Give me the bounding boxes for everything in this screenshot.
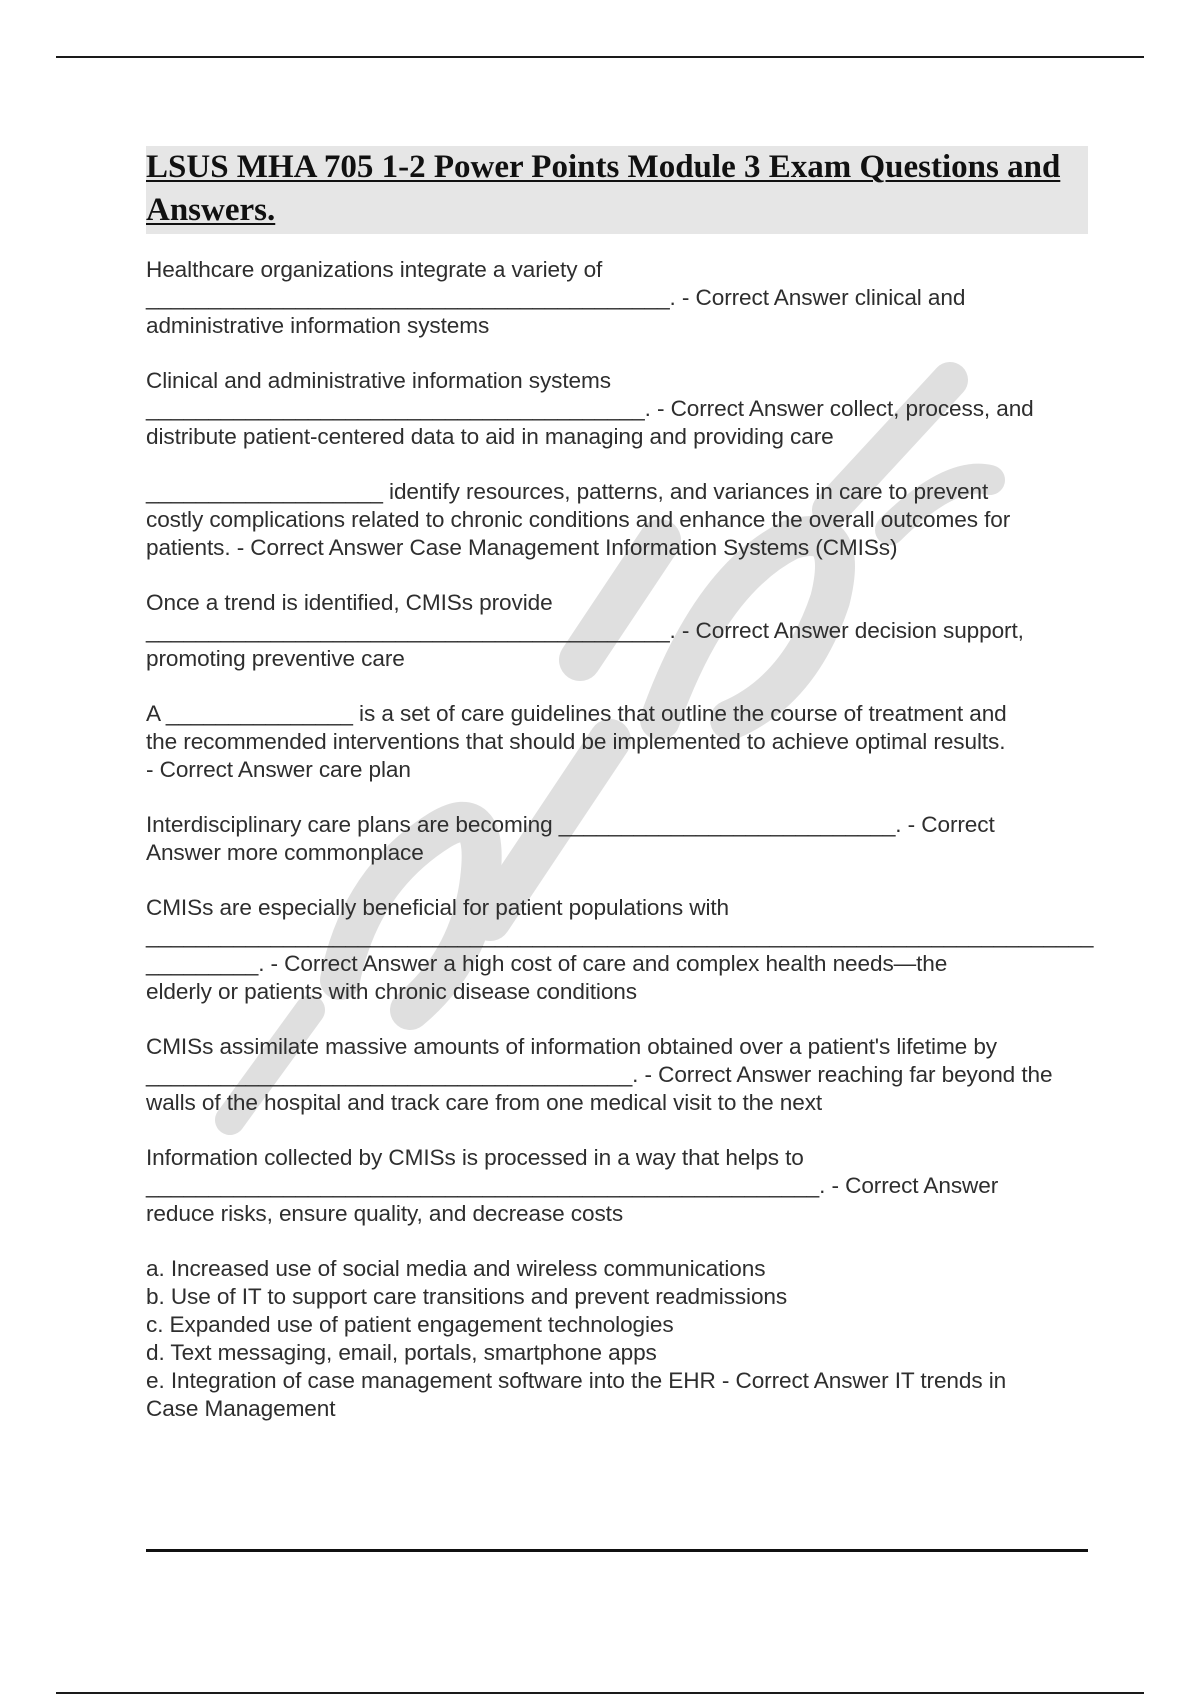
- document-body: [146, 146, 1094, 1450]
- content-end-rule: [146, 1549, 1088, 1552]
- question-answer-text: a. Increased use of social media and wireless communications b. Use of IT to support care transitions and prevent readmissions c. Expanded use of patient engagement technologies d. Text messaging, email, portals, smartphone apps e. Integration of case management software into the EHR - Correct Answer IT trends in Case Management: [146, 1256, 1007, 1421]
- question-answer-text: A _______________ is a set of care guidelines that outline the course of treatment and the recommended interventions that should be implemented to achieve optimal results. - Correct Answer care plan: [146, 701, 1007, 782]
- title-band: [146, 146, 1088, 234]
- question-list: [146, 256, 1094, 1423]
- question-item: [146, 1255, 1088, 1423]
- question-item: [146, 811, 1088, 867]
- question-item: [146, 894, 1094, 1006]
- question-item: [146, 589, 1088, 673]
- question-item: [146, 256, 1088, 340]
- question-answer-text: CMISs are especially beneficial for patient populations with ____________________________________________________________________________ _________. - Correct Answer a high cost of care and complex health needs—the elderly or patients with chronic disease conditions: [146, 895, 1094, 1004]
- question-item: [146, 367, 1088, 451]
- question-item: [146, 700, 1088, 784]
- question-answer-text: CMISs assimilate massive amounts of information obtained over a patient's lifetime by _______________________________________. - Correct Answer reaching far beyond the walls of the hospital and track care from one medical visit to the next: [146, 1034, 1053, 1115]
- page-top-rule: [56, 56, 1144, 58]
- question-item: [146, 478, 1088, 562]
- question-answer-text: Once a trend is identified, CMISs provide __________________________________________. - Correct Answer decision support, promoting preventive care: [146, 590, 1024, 671]
- page-bottom-rule: [56, 1692, 1144, 1694]
- question-answer-text: Healthcare organizations integrate a variety of __________________________________________. - Correct Answer clinical and administrative information systems: [146, 257, 966, 338]
- question-answer-text: Interdisciplinary care plans are becoming ___________________________. - Correct Answer more commonplace: [146, 812, 995, 865]
- document-title: LSUS MHA 705 1-2 Power Points Module 3 Exam Questions and Answers.: [146, 149, 1061, 228]
- question-item: [146, 1144, 1088, 1228]
- question-answer-text: Information collected by CMISs is processed in a way that helps to ______________________________________________________. - Correct Answer reduce risks, ensure quality, and decrease costs: [146, 1145, 999, 1226]
- question-answer-text: ___________________ identify resources, patterns, and variances in care to prevent costly complications related to chronic conditions and enhance the overall outcomes for patients. - Correct Answer Case Management Information Systems (CMISs): [146, 479, 1011, 560]
- question-item: [146, 1033, 1088, 1117]
- question-answer-text: Clinical and administrative information systems ________________________________________. - Correct Answer collect, process, and distribute patient-centered data to aid in managing and providing care: [146, 368, 1034, 449]
